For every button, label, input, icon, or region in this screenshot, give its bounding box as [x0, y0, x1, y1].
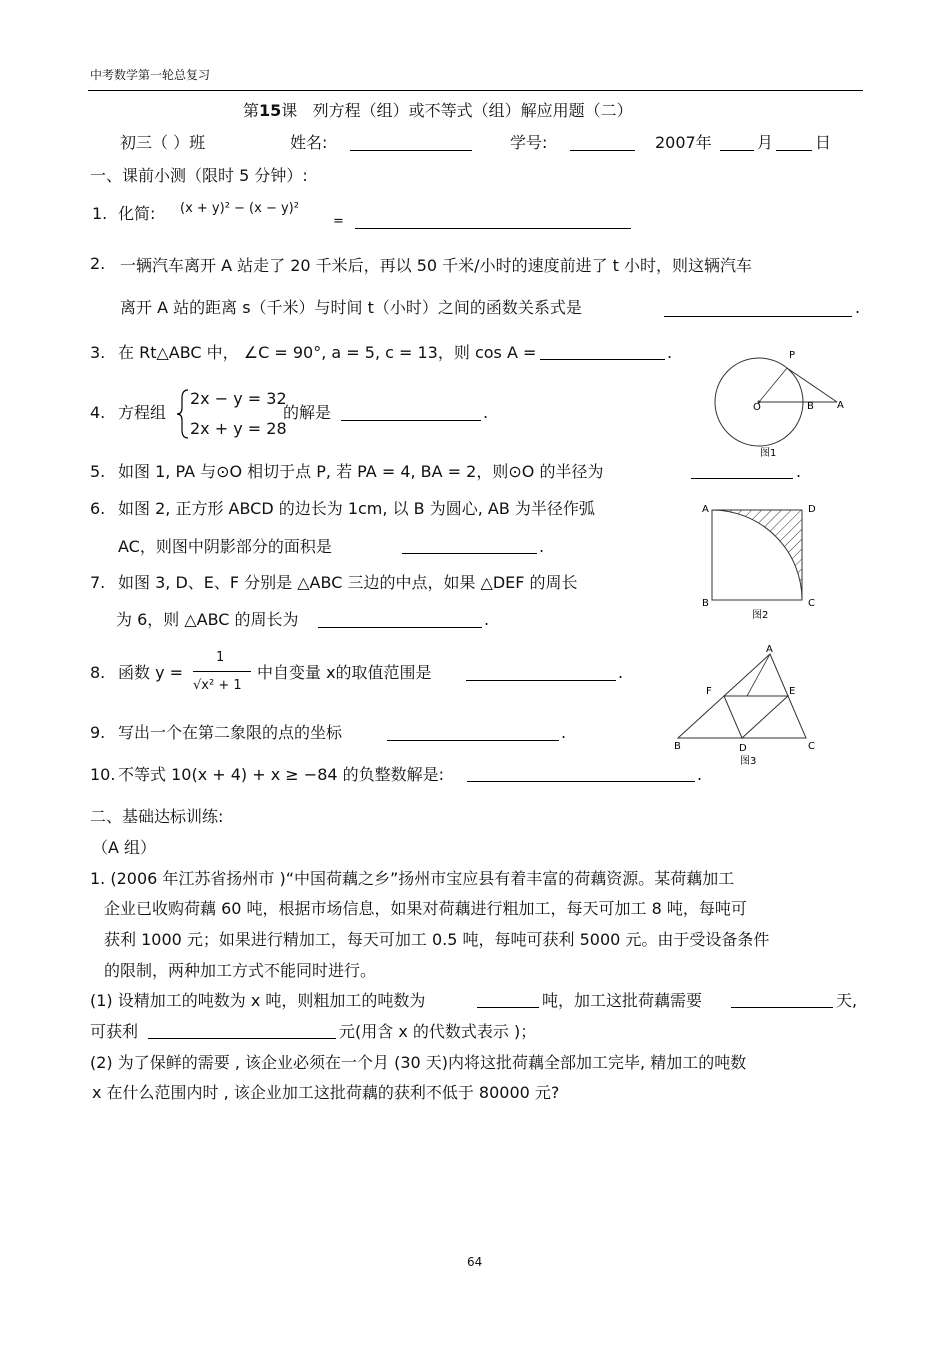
q5-text: 如图 1, PA 与⊙O 相切于点 P, 若 PA = 4, BA = 2，则⊙O 的半径为 — [118, 462, 604, 481]
q2-answer-blank[interactable] — [664, 316, 852, 317]
fig3-triangle-DEF — [724, 696, 788, 738]
fig3-label-F: F — [706, 686, 712, 697]
q1-equals: = — [333, 214, 344, 229]
q3-text: 在 Rt△ABC 中， ∠C = 90°, a = 5, c = 13，则 cos A = — [118, 343, 537, 362]
q1-expression: (x + y)² − (x − y)² — [180, 201, 299, 216]
q8-end: . — [618, 663, 624, 682]
fig1-label-P: P — [789, 350, 796, 361]
q9-answer-blank[interactable] — [387, 740, 559, 741]
fig1-label-O: O — [753, 402, 761, 413]
q10-answer-blank[interactable] — [467, 781, 695, 782]
fig1-radius-OP — [759, 368, 787, 402]
q8-answer-blank[interactable] — [466, 680, 616, 681]
q4-equation-1: 2x − y = 32 — [190, 389, 287, 408]
fig1-tangent-PA — [787, 368, 837, 402]
p1-line1: 1. (2006 年江苏省扬州市 )“中国荷藕之乡”扬州市宝应县有着丰富的荷藕资源。某荷藕加工 — [90, 869, 735, 888]
q3-end: . — [667, 343, 673, 362]
name-label: 姓名: — [290, 133, 328, 152]
q3-number: 3. — [90, 343, 106, 362]
day-label: 日 — [815, 133, 832, 152]
fig2-caption: 图2 — [752, 610, 769, 621]
figure-1 — [705, 345, 855, 460]
p1-line2: 企业已收购荷藕 60 吨，根据市场信息，如果对荷藕进行粗加工，每天可加工 8 吨，每吨可 — [104, 899, 747, 918]
fig2-shaded-region — [712, 510, 802, 600]
fig3-label-D: D — [739, 743, 747, 754]
fig3-caption: 图3 — [740, 756, 757, 767]
fig1-caption: 图1 — [760, 448, 777, 459]
q4-answer-blank[interactable] — [341, 420, 481, 421]
q9-end: . — [561, 723, 567, 742]
running-header: 中考数学第一轮总复习 — [90, 68, 211, 82]
p1-sub1-a: (1) 设精加工的吨数为 x 吨，则粗加工的吨数为 — [90, 991, 426, 1010]
q8-tail: 中自变量 x的取值范围是 — [257, 663, 432, 682]
q1-text: 化简: — [118, 204, 156, 223]
q4-number: 4. — [90, 403, 106, 422]
q7-line2: 为 6，则 △ABC 的周长为 — [116, 610, 299, 629]
name-blank[interactable] — [350, 150, 472, 151]
page-number: 64 — [467, 1255, 483, 1269]
q2-line2: 离开 A 站的距离 s（千米）与时间 t（小时）之间的函数关系式是 — [120, 298, 582, 317]
p1-sub1-b: 吨，加工这批荷藕需要 — [542, 991, 703, 1010]
q7-end: . — [484, 610, 490, 629]
fig2-label-D: D — [808, 504, 816, 515]
q8-pre: 函数 y = — [118, 663, 184, 682]
q1-number: 1. — [92, 204, 108, 223]
p1-sub2-a: (2) 为了保鲜的需要 , 该企业必须在一个月 (30 天)内将这批荷藕全部加工完毕, 精加工的吨数 — [90, 1053, 747, 1072]
p1-sub1-d: 可获利 — [90, 1022, 139, 1041]
q1-answer-blank[interactable] — [355, 228, 631, 229]
fig2-label-C: C — [808, 598, 815, 609]
figure-2 — [700, 502, 825, 622]
q5-number: 5. — [90, 462, 106, 481]
p1-sub2-b: x 在什么范围内时 , 该企业加工这批荷藕的获利不低于 80000 元? — [92, 1083, 560, 1102]
q9-number: 9. — [90, 723, 106, 742]
fig1-label-B: B — [807, 401, 814, 412]
fig3-label-A: A — [766, 644, 773, 655]
q10-end: . — [697, 765, 703, 784]
class-label: 初三（ ）班 — [120, 133, 206, 152]
day-blank[interactable] — [776, 150, 812, 151]
figure-3 — [668, 642, 828, 772]
fig3-label-E: E — [789, 686, 796, 697]
q8-numerator: 1 — [216, 650, 225, 665]
q6-line1: 如图 2, 正方形 ABCD 的边长为 1cm, 以 B 为圆心, AB 为半径作弧 — [118, 499, 595, 518]
group-a-label: （A 组） — [92, 838, 157, 857]
section-2-heading: 二、基础达标训练: — [90, 807, 224, 826]
q4-label: 方程组 — [118, 403, 167, 422]
p1-sub1-e: 元(用含 x 的代数式表示 )； — [339, 1022, 537, 1041]
month-blank[interactable] — [720, 150, 754, 151]
q10-number: 10. — [90, 765, 116, 784]
id-blank[interactable] — [570, 150, 635, 151]
q7-line1: 如图 3, D、E、F 分别是 △ABC 三边的中点，如果 △DEF 的周长 — [118, 573, 578, 592]
q8-number: 8. — [90, 663, 106, 682]
fig3-label-B: B — [674, 741, 681, 752]
q2-number: 2. — [90, 254, 106, 273]
q7-answer-blank[interactable] — [318, 627, 482, 628]
p1-sub1-blank-2[interactable] — [731, 1007, 833, 1008]
q6-answer-blank[interactable] — [402, 553, 537, 554]
id-label: 学号: — [510, 133, 548, 152]
q2-line1: 一辆汽车离开 A 站走了 20 千米后，再以 50 千米/小时的速度前进了 t 小时，则这辆汽车 — [120, 256, 753, 275]
fig3-inner-line — [747, 654, 770, 696]
q4-end: . — [483, 403, 489, 422]
q4-brace — [176, 388, 190, 440]
p1-sub1-blank-3[interactable] — [148, 1038, 336, 1039]
p1-sub1-c: 天, — [836, 991, 858, 1010]
fig2-label-A: A — [702, 504, 709, 515]
p1-line3: 获利 1000 元；如果进行精加工，每天可加工 0.5 吨，每吨可获利 5000 元。由于受设备条件 — [104, 930, 770, 949]
month-label: 月 — [757, 133, 774, 152]
q5-end: . — [796, 462, 802, 481]
q9-text: 写出一个在第二象限的点的坐标 — [118, 723, 343, 742]
q2-end: . — [855, 298, 861, 317]
q6-end: . — [539, 537, 545, 556]
p1-line4: 的限制，两种加工方式不能同时进行。 — [104, 961, 377, 980]
header-rule — [88, 90, 863, 91]
q5-answer-blank[interactable] — [691, 478, 793, 479]
q3-answer-blank[interactable] — [540, 359, 665, 360]
q6-line2: AC，则图中阴影部分的面积是 — [118, 537, 332, 556]
q7-number: 7. — [90, 573, 106, 592]
fig1-label-A: A — [837, 400, 844, 411]
q4-tail: 的解是 — [283, 403, 332, 422]
fig3-label-C: C — [808, 741, 815, 752]
q4-equation-2: 2x + y = 28 — [190, 419, 287, 438]
fig2-label-B: B — [702, 598, 709, 609]
p1-sub1-blank-1[interactable] — [477, 1007, 539, 1008]
q8-fraction-bar — [193, 671, 251, 672]
q6-number: 6. — [90, 499, 106, 518]
section-1-heading: 一、课前小测（限时 5 分钟）: — [90, 166, 308, 185]
lesson-title: 第15课 列方程（组）或不等式（组）解应用题（二） — [243, 101, 633, 120]
q10-text: 不等式 10(x + 4) + x ≥ −84 的负整数解是: — [118, 765, 445, 784]
q8-denominator: √x² + 1 — [193, 678, 242, 693]
year-label: 2007年 — [655, 133, 712, 152]
